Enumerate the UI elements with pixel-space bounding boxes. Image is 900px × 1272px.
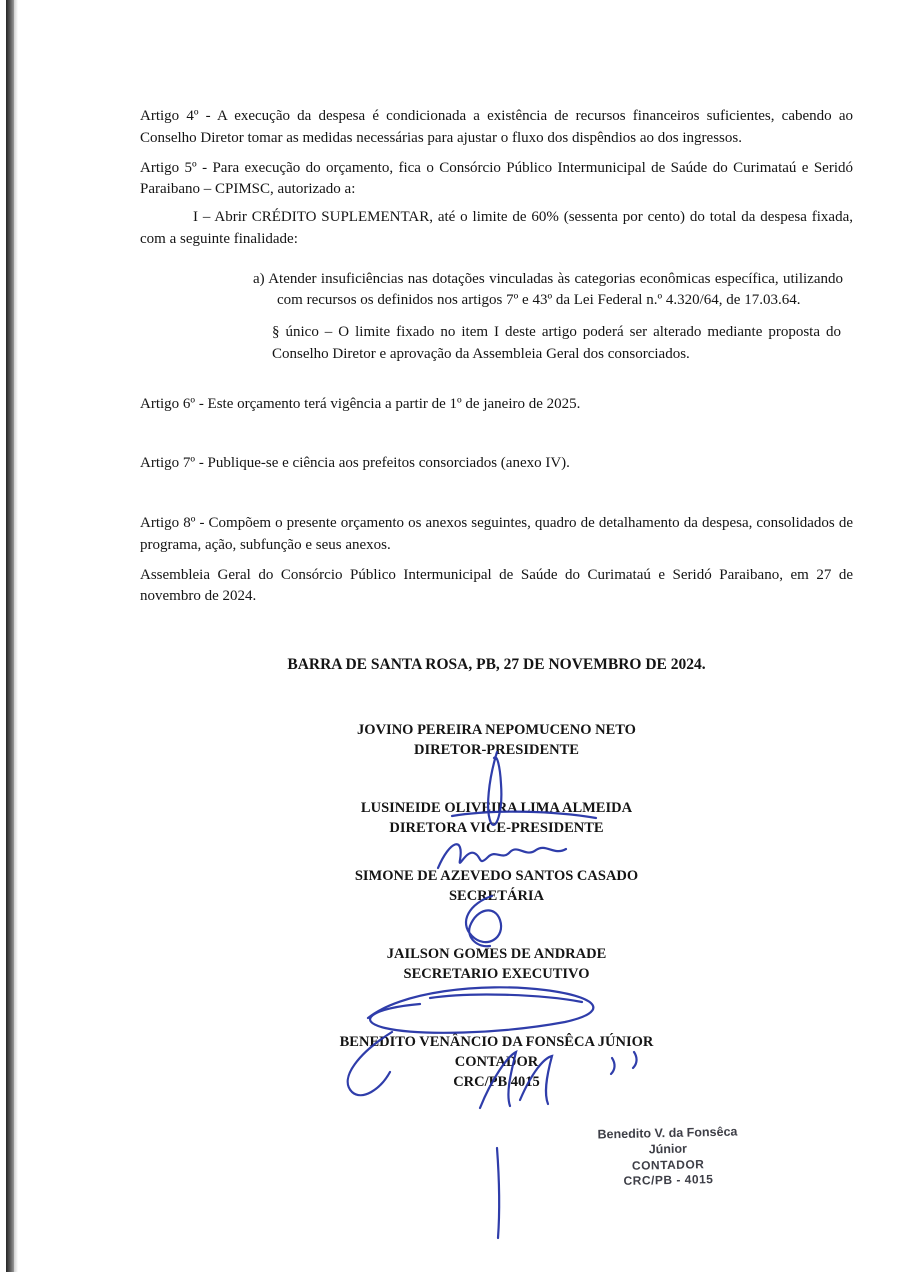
scan-edge-shadow xyxy=(14,0,18,1272)
signatory-name: JAILSON GOMES DE ANDRADE xyxy=(386,946,607,963)
signatory-title: CONTADOR xyxy=(454,1054,539,1071)
signatory-title: SECRETÁRIA xyxy=(448,888,545,905)
contador-stamp xyxy=(577,1123,758,1190)
paragraph-item-a: a) Atender insuficiências nas dotações vinculadas às categorias econômicas específica, utilizando com recursos os definidos nos artigos 7º e 43º da Lei Federal n.º 4.320/64, de 17.03.64. xyxy=(253,270,843,309)
paragraph-assembleia: Assembleia Geral do Consórcio Público Intermunicipal de Saúde do Curimataú e Seridó Paraibano, em 27 de novembro de 2024. xyxy=(140,566,853,605)
signatory-title: DIRETOR-PRESIDENTE xyxy=(414,742,579,759)
scan-edge-artifact xyxy=(6,0,14,1272)
signature-block-contador xyxy=(140,1032,853,1092)
signatory-registry: CRC/PB 4015 xyxy=(453,1074,540,1091)
paragraph-item-i: I – Abrir CRÉDITO SUPLEMENTAR, até o limite de 60% (sessenta por cento) do total da despesa fixada, com a seguinte finalidade: xyxy=(140,209,853,247)
paragraph-artigo-4: Artigo 4º - A execução da despesa é condicionada a existência de recursos financeiros suficientes, cabendo ao Conselho Diretor tomar as medidas necessárias para ajustar o fluxo dos dispêndios ao dos ingressos. xyxy=(140,108,853,146)
signatory-name: LUSINEIDE OLIVEIRA LIMA ALMEIDA xyxy=(360,800,633,817)
signature-block-diretor-presidente xyxy=(140,720,853,760)
stamp-title: CONTADOR xyxy=(631,1156,705,1173)
paragraph-artigo-7: Artigo 7º - Publique-se e ciência aos prefeitos consorciados (anexo IV). xyxy=(140,455,570,472)
signature-block-vice-presidente xyxy=(140,798,853,838)
document-body xyxy=(140,0,853,1092)
stamp-registry: CRC/PB - 4015 xyxy=(623,1172,714,1189)
signatory-name: BENEDITO VENÂNCIO DA FONSÊCA JÚNIOR xyxy=(339,1034,654,1051)
paragraph-artigo-6: Artigo 6º - Este orçamento terá vigência a partir de 1º de janeiro de 2025. xyxy=(140,395,581,412)
signatory-name: JOVINO PEREIRA NEPOMUCENO NETO xyxy=(357,722,636,739)
signature-block-secretaria xyxy=(140,866,853,906)
signatory-title: SECRETARIO EXECUTIVO xyxy=(403,966,590,983)
signatory-title: DIRETORA VICE-PRESIDENTE xyxy=(389,820,604,837)
paragraph-artigo-5: Artigo 5º - Para execução do orçamento, fica o Consórcio Público Intermunicipal de Saúde do Curimataú e Seridó Paraibano – CPIMSC, autorizado a: xyxy=(140,159,853,198)
signatory-name: SIMONE DE AZEVEDO SANTOS CASADO xyxy=(354,868,639,885)
place-date-line: BARRA DE SANTA ROSA, PB, 27 DE NOVEMBRO DE 2024. xyxy=(287,656,706,673)
stamp-name: Benedito V. da Fonsêca Júnior xyxy=(597,1124,738,1157)
paragraph-artigo-8: Artigo 8º - Compõem o presente orçamento os anexos seguintes, quadro de detalhamento da despesa, consolidados de programa, ação, subfunção e seus anexos. xyxy=(140,515,853,553)
signature-ink-benedito-tail xyxy=(497,1148,499,1238)
signature-block-secretario-executivo xyxy=(140,944,853,984)
paragraph-paragrafo-unico: § único – O limite fixado no item I deste artigo poderá ser alterado mediante proposta do Conselho Diretor e aprovação da Assembleia Geral dos consorciados. xyxy=(272,324,841,362)
